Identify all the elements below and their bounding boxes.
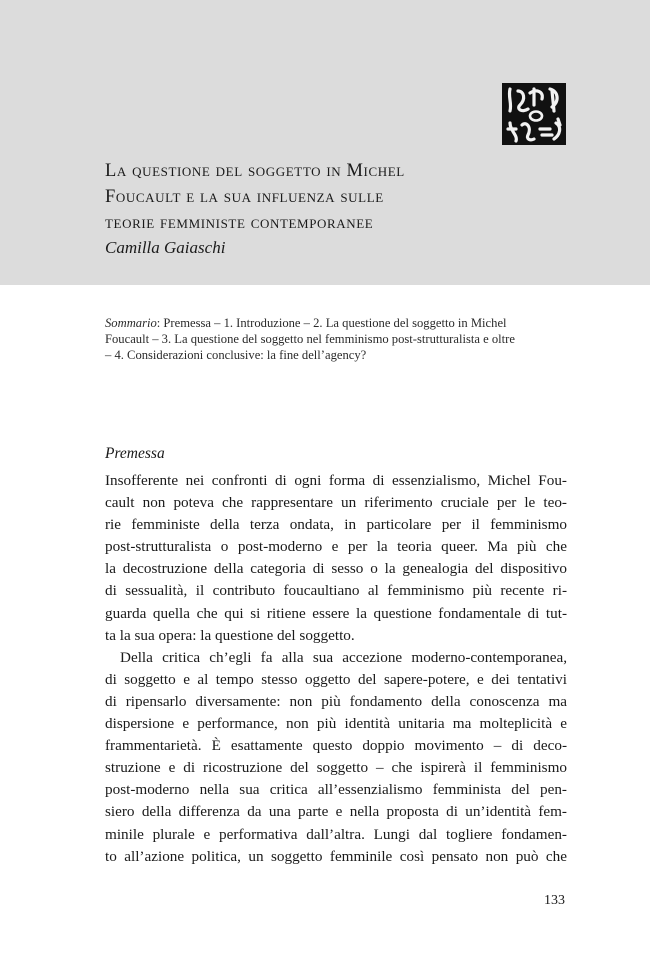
body-line: di soggetto e al tempo stesso oggetto del sapere-potere, e dei tentativi xyxy=(105,670,567,688)
body-line: cault non poteva che rappresentare un riferimento cruciale per le teo- xyxy=(105,494,567,512)
body-text xyxy=(105,470,567,868)
summary-line-3: – 4. Considerazioni conclusive: la fine dell’agency? xyxy=(105,348,367,362)
body-line: struzione e di ricostruzione del soggetto – che ispirerà il femminismo xyxy=(105,759,567,777)
body-line: rie femministe della terza ondata, in particolare per il femminismo xyxy=(105,516,567,534)
page-number: 133 xyxy=(544,893,565,908)
summary-line-1-text: : Premessa – 1. Introduzione – 2. La questione del soggetto in Michel xyxy=(156,316,507,330)
body-line: post-strutturalista o post-moderno e per la teoria queer. Ma più che xyxy=(105,538,567,556)
body-line: di sessualità, il contributo foucaultiano al femminismo più recente ri- xyxy=(105,582,567,600)
title-line-3: teorie femministe contemporanee xyxy=(105,213,374,233)
body-line: siero della differenza da una parte e nella proposta di un’identità fem- xyxy=(105,803,567,821)
title-line-2: Foucault e la sua influenza sulle xyxy=(105,187,384,207)
body-line: la decostruzione della categoria di sesso o la genealogia del dispositivo xyxy=(105,560,567,578)
body-line: to all’azione politica, un soggetto femminile così pensato non può che xyxy=(105,847,567,865)
body-line: dispersione e performance, non più identità unitaria ma molteplicità e xyxy=(105,715,567,733)
journal-logo-icon xyxy=(502,83,566,145)
title-line-1: La questione del soggetto in Michel xyxy=(105,161,405,181)
body-line: guarda quella che qui si ritiene essere la questione fondamentale di tut- xyxy=(105,604,567,622)
body-line: frammentarietà. È esattamente questo doppio movimento – di deco- xyxy=(105,737,567,755)
summary-line-1 xyxy=(105,315,567,331)
article-title xyxy=(105,158,545,236)
summary-label: Sommario xyxy=(105,316,157,330)
summary-line-2: Foucault – 3. La questione del soggetto nel femminismo post-strutturalista e oltre xyxy=(105,332,515,346)
body-line: Della critica ch’egli fa alla sua accezione moderno-contemporanea, xyxy=(120,648,567,666)
body-line: Insofferente nei confronti di ogni forma di essenzialismo, Michel Fou- xyxy=(105,472,567,489)
summary-block xyxy=(105,315,567,363)
body-line: minile plurale e performativa dall’altra. Lungi dal togliere fondamen- xyxy=(105,825,567,843)
body-line: post-moderno nella sua critica all’essenzialismo femminista del pen- xyxy=(105,781,567,799)
body-line: di ripensarlo diversamente: non più fondamento della conoscenza ma xyxy=(105,692,567,710)
body-line: ta la sua opera: la questione del soggetto. xyxy=(105,626,355,644)
author-name: Camilla Gaiaschi xyxy=(105,238,226,257)
section-heading: Premessa xyxy=(105,445,165,462)
